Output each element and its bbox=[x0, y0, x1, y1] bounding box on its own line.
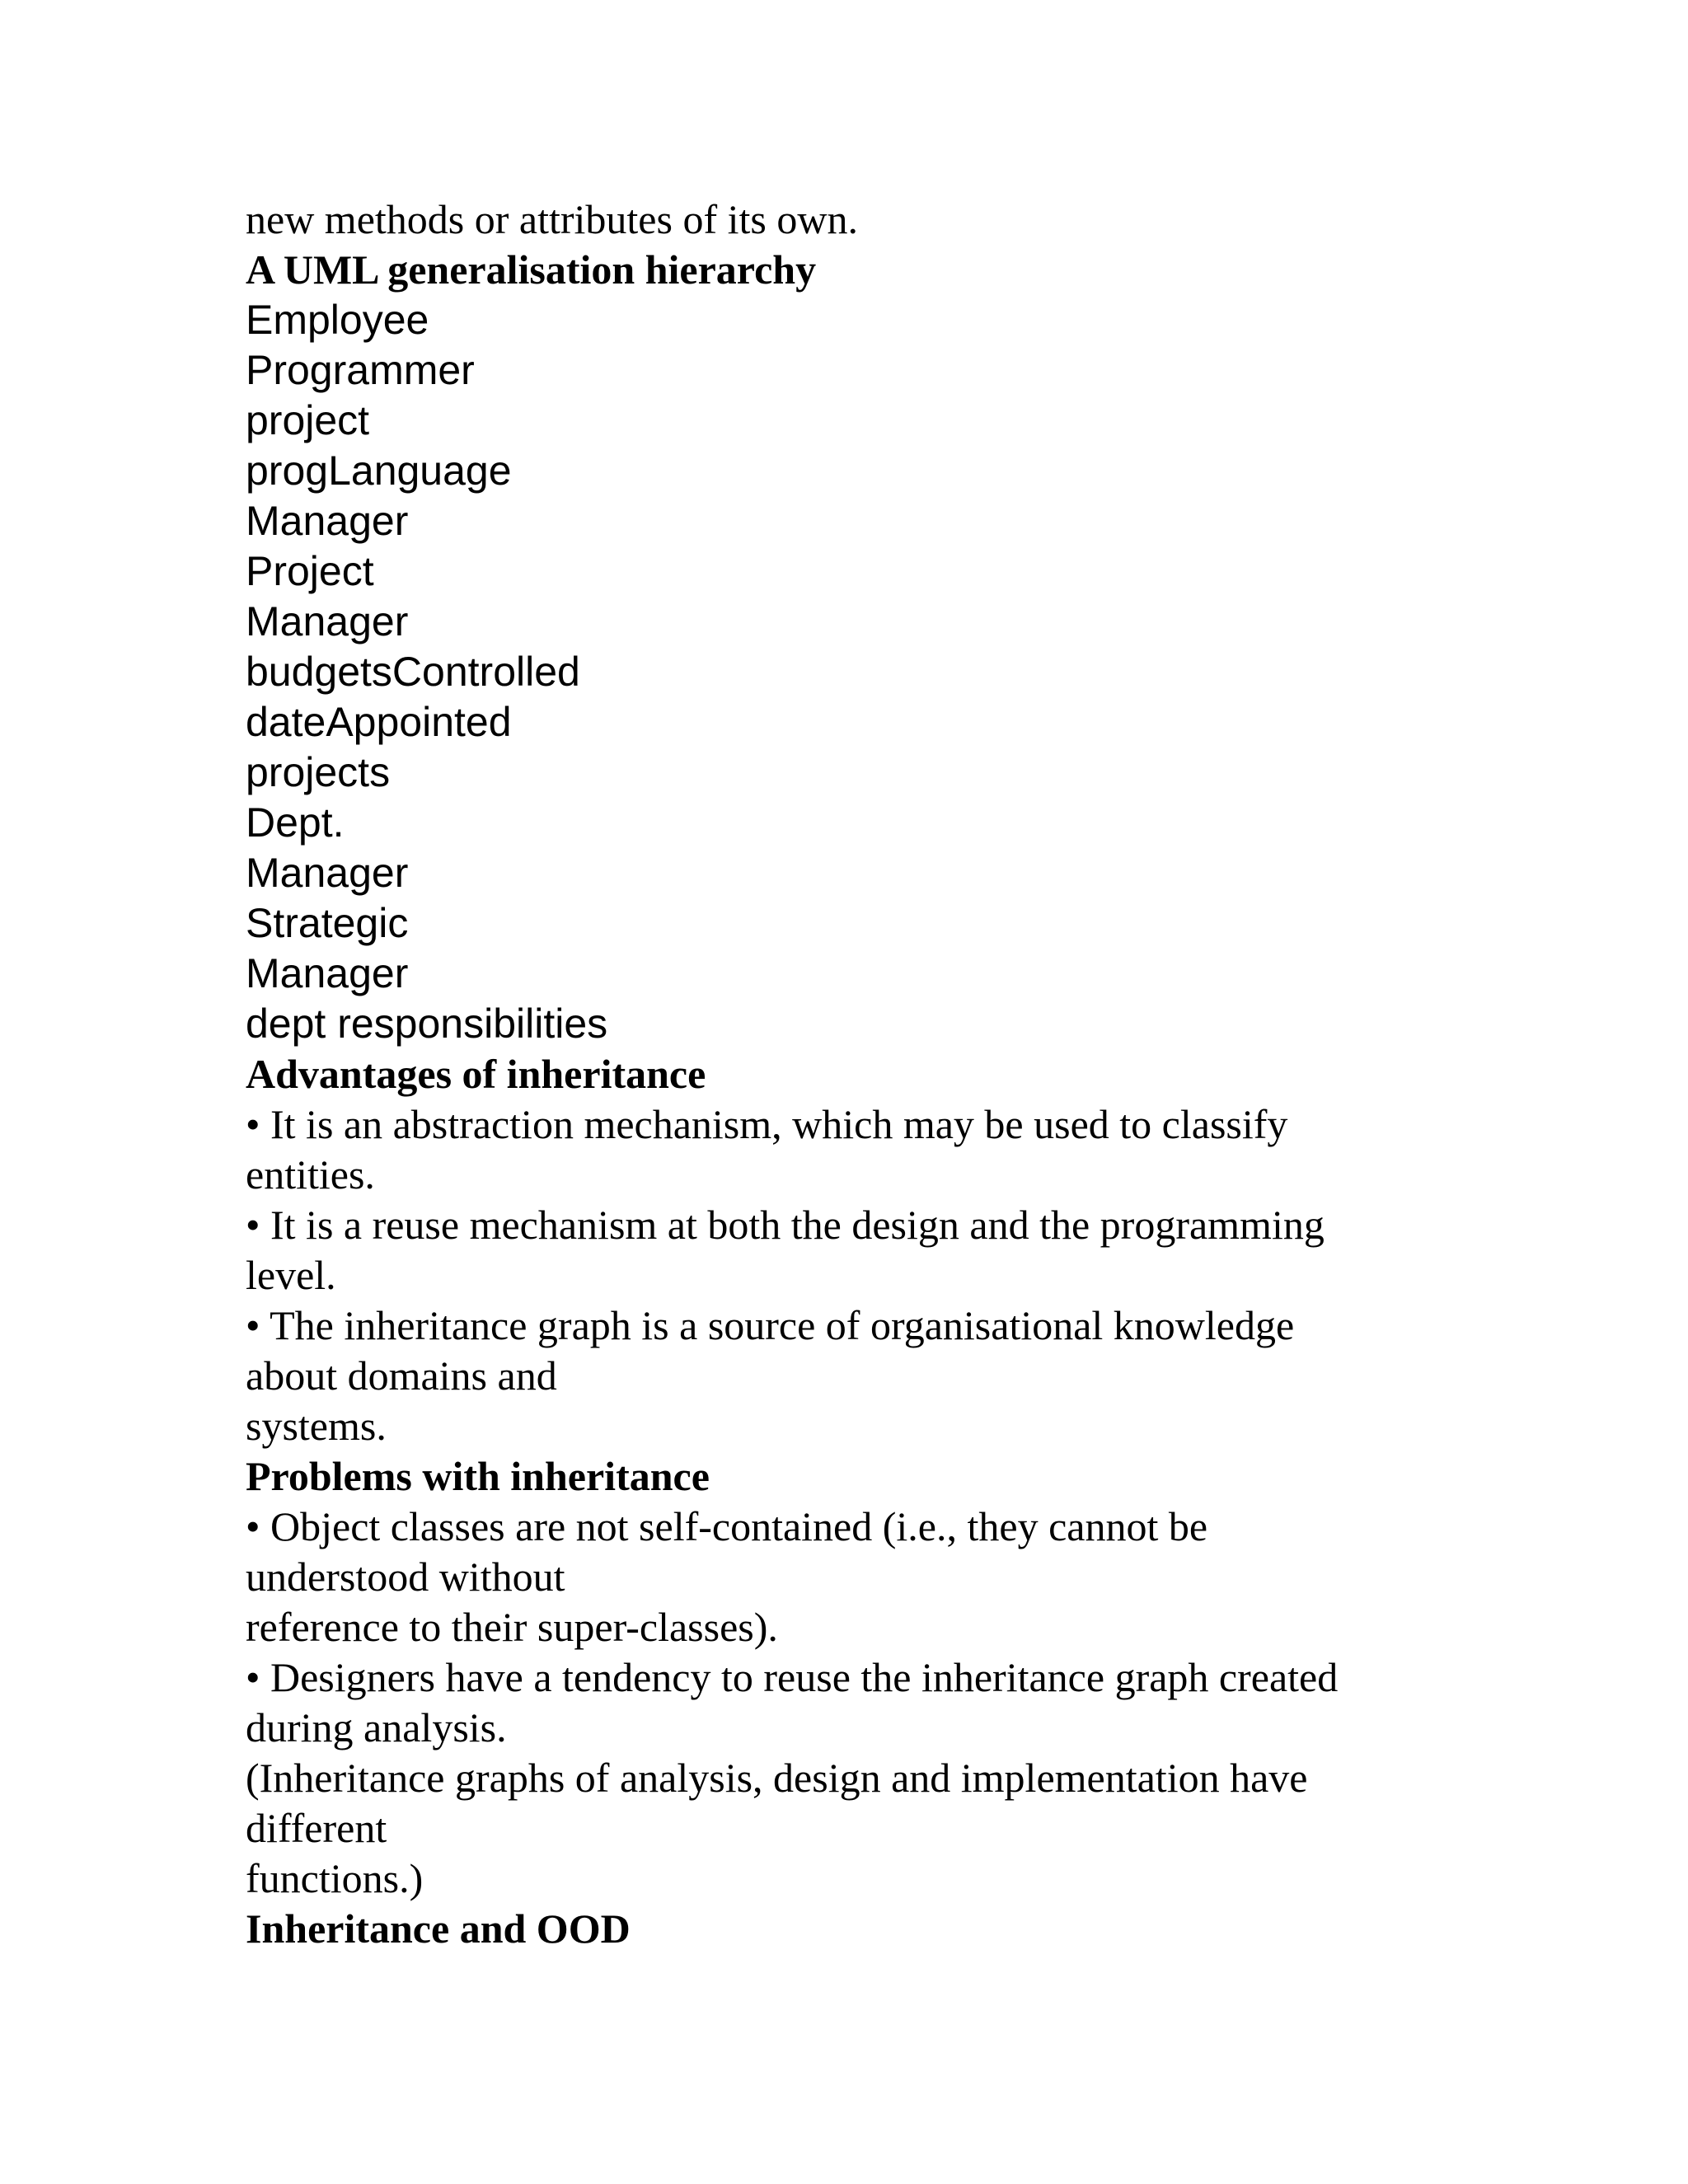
problems-line: functions.) bbox=[246, 1855, 424, 1901]
ood-heading: Inheritance and OOD bbox=[246, 1905, 631, 1952]
intro-line: new methods or attributes of its own. bbox=[246, 196, 858, 242]
uml-label: budgetsControlled bbox=[246, 649, 580, 695]
problems-line: • Designers have a tendency to reuse the inheritance graph created bbox=[246, 1654, 1339, 1700]
advantages-line: entities. bbox=[246, 1151, 375, 1197]
advantages-line: • The inheritance graph is a source of organisational knowledge bbox=[246, 1302, 1295, 1348]
problems-line: • Object classes are not self-contained (i.e., they cannot be bbox=[246, 1503, 1208, 1549]
uml-label: Project bbox=[246, 548, 374, 594]
advantages-line: systems. bbox=[246, 1403, 387, 1449]
uml-label: Dept. bbox=[246, 799, 345, 846]
uml-label: project bbox=[246, 397, 370, 443]
uml-label: Manager bbox=[246, 850, 409, 896]
advantages-line: level. bbox=[246, 1252, 336, 1298]
problems-line: reference to their super-classes). bbox=[246, 1604, 778, 1650]
advantages-heading: Advantages of inheritance bbox=[246, 1051, 706, 1097]
problems-line: understood without bbox=[246, 1554, 565, 1600]
uml-label: dept responsibilities bbox=[246, 1001, 608, 1047]
uml-label: Employee bbox=[246, 297, 429, 343]
advantages-line: • It is a reuse mechanism at both the design and the programming bbox=[246, 1202, 1325, 1248]
problems-heading: Problems with inheritance bbox=[246, 1453, 710, 1499]
problems-line: (Inheritance graphs of analysis, design and implementation have bbox=[246, 1755, 1308, 1801]
problems-line: different bbox=[246, 1805, 387, 1851]
uml-heading: A UML generalisation hierarchy bbox=[246, 246, 817, 293]
advantages-list bbox=[246, 1099, 1449, 1451]
advantages-line: • It is an abstraction mechanism, which may be used to classify bbox=[246, 1101, 1288, 1147]
uml-label: Manager bbox=[246, 598, 409, 644]
uml-label: Programmer bbox=[246, 347, 475, 393]
document-content bbox=[246, 194, 1449, 1954]
uml-label: Manager bbox=[246, 950, 409, 996]
uml-label: Strategic bbox=[246, 900, 409, 946]
uml-label: Manager bbox=[246, 498, 409, 544]
advantages-line: about domains and bbox=[246, 1352, 557, 1399]
problems-list bbox=[246, 1502, 1449, 1904]
uml-label: dateAppointed bbox=[246, 699, 512, 745]
uml-label: projects bbox=[246, 749, 391, 795]
problems-line: during analysis. bbox=[246, 1704, 507, 1750]
uml-label: progLanguage bbox=[246, 448, 512, 494]
uml-diagram-labels bbox=[246, 295, 1449, 1049]
